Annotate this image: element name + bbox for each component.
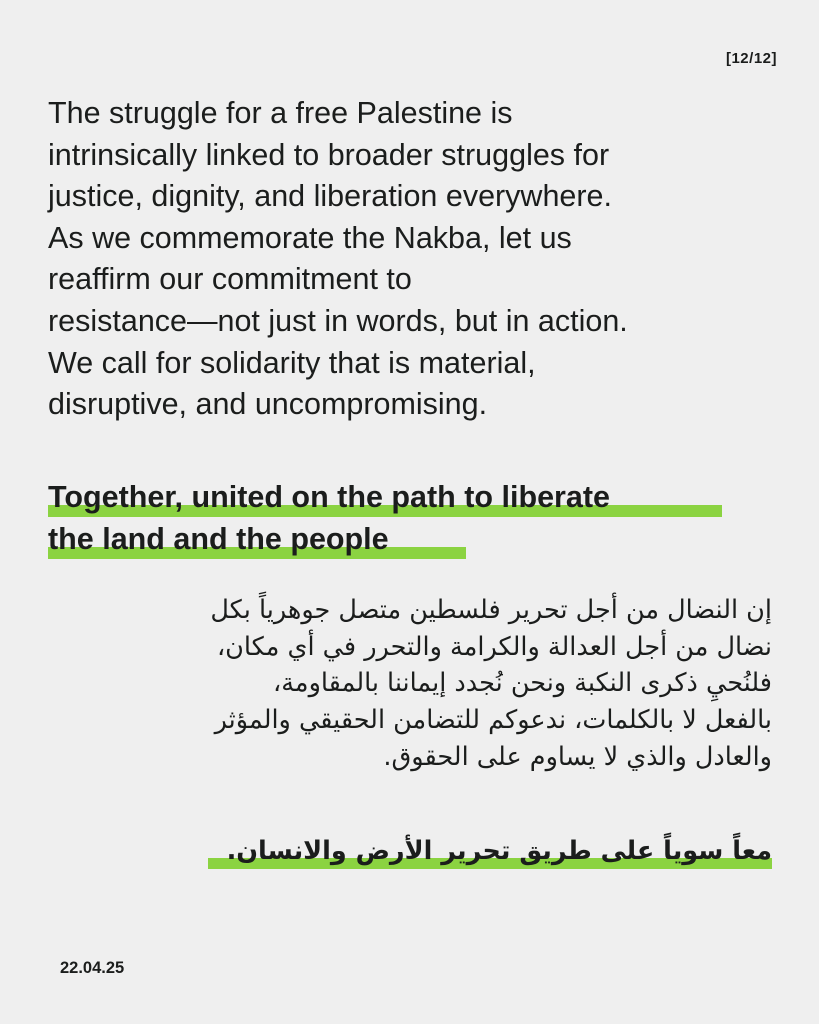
english-line: intrinsically linked to broader struggles for xyxy=(48,137,610,172)
arabic-line: والعادل والذي لا يساوم على الحقوق. xyxy=(383,741,772,772)
arabic-line: إن النضال من أجل تحرير فلسطين متصل جوهرياً بكل xyxy=(210,595,772,625)
english-line: justice, dignity, and liberation everywhere. xyxy=(48,179,612,214)
english-slogan-text: Together, united on the path to liberate xyxy=(48,480,611,514)
arabic-paragraph xyxy=(32,592,772,776)
english-paragraph xyxy=(48,93,788,426)
english-line: disruptive, and uncompromising. xyxy=(48,387,488,422)
arabic-line: فلنُحيِ ذكرى النكبة ونحن نُجدد إيماننا بالمقاومة، xyxy=(273,668,772,699)
english-slogan-line xyxy=(48,476,610,518)
english-slogan-line xyxy=(48,518,389,560)
english-slogan xyxy=(48,476,788,560)
english-line: resistance—not just in words, but in action. xyxy=(48,303,628,338)
arabic-slogan-text: معاً سوياً على طريق تحرير الأرض والانسان. xyxy=(226,836,772,866)
arabic-line: نضال من أجل العدالة والكرامة والتحرر في أي مكان، xyxy=(216,631,772,662)
english-line: reaffirm our commitment to xyxy=(48,262,412,297)
english-line: The struggle for a free Palestine is xyxy=(48,96,513,130)
arabic-line: بالفعل لا بالكلمات، ندعوكم للتضامن الحقيقي والمؤثر xyxy=(214,705,772,736)
english-slogan-text: the land and the people xyxy=(48,522,389,556)
arabic-slogan xyxy=(227,833,772,869)
page-counter: [12/12] xyxy=(725,50,777,67)
post-date: 22.04.25 xyxy=(60,959,125,977)
english-line: We call for solidarity that is material, xyxy=(48,345,536,380)
english-line: As we commemorate the Nakba, let us xyxy=(48,220,572,255)
